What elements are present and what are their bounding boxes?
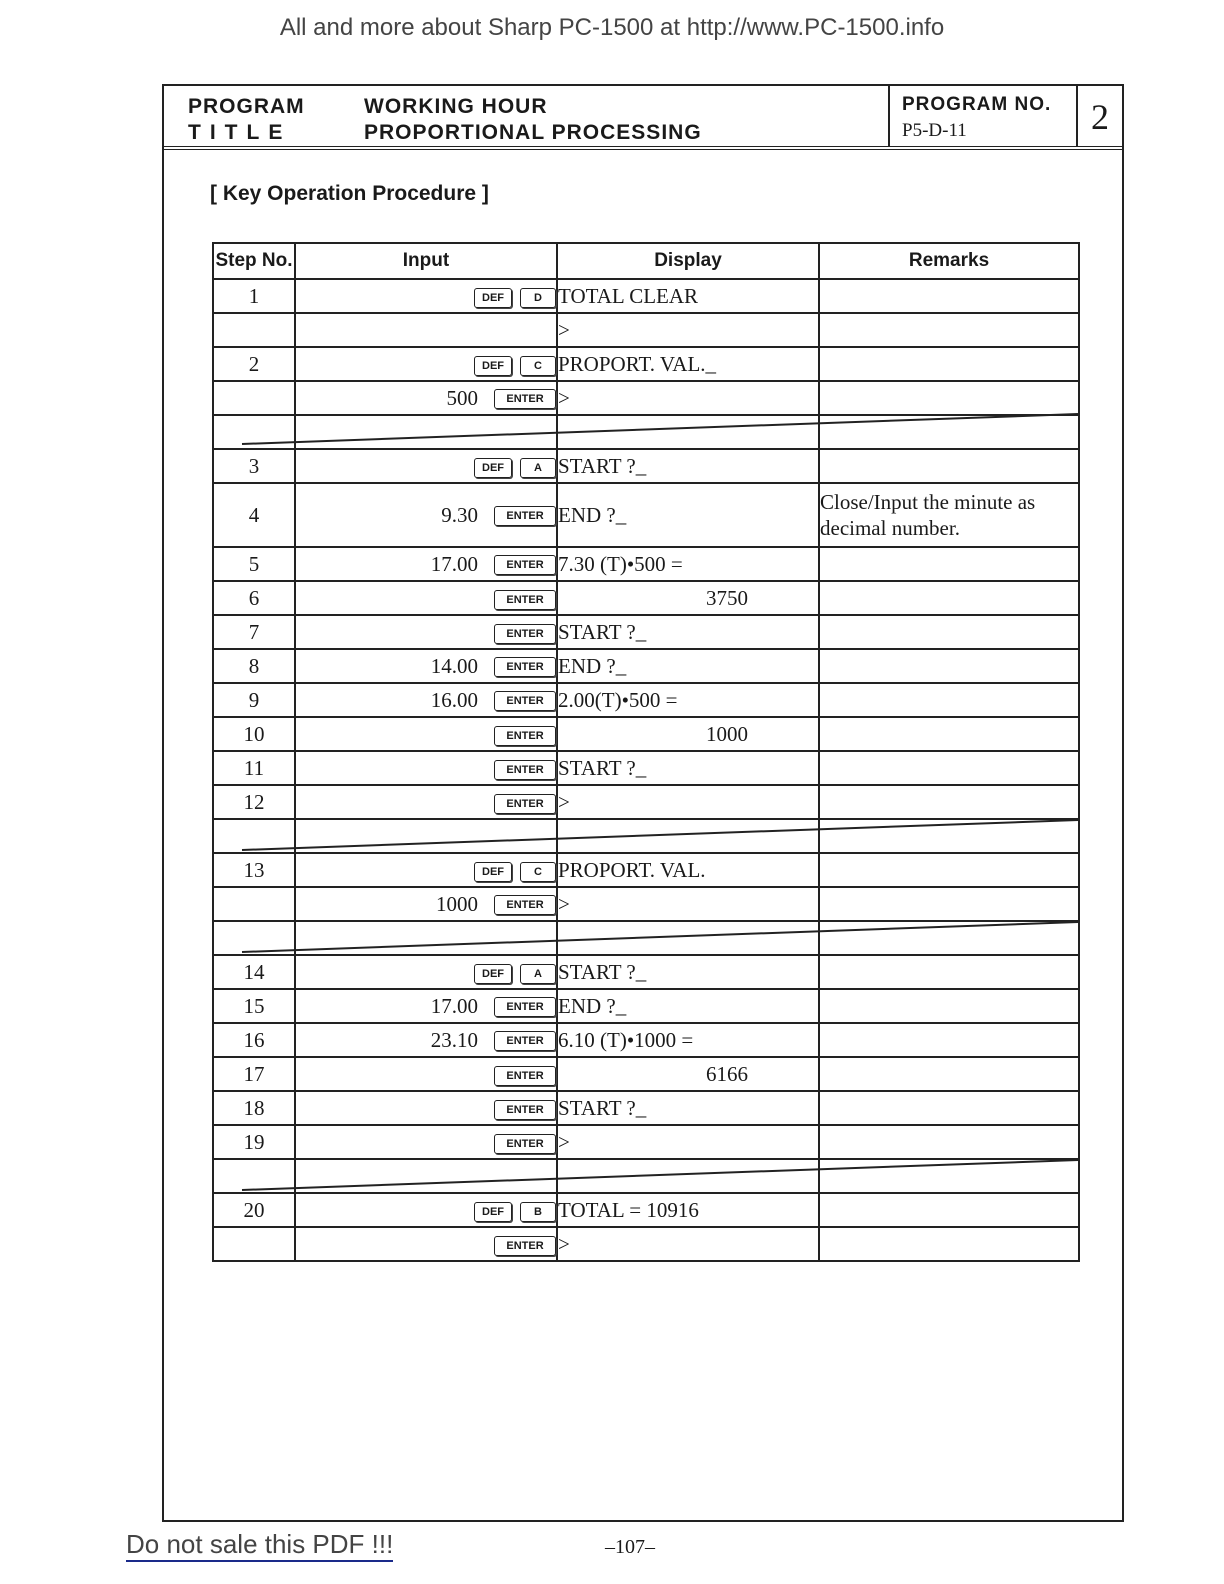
page-number: –107–: [605, 1536, 655, 1558]
enter-key: ENTER: [494, 1236, 556, 1256]
table-row: [213, 1227, 1079, 1261]
def-key: DEF: [474, 288, 512, 308]
header-step: Step No.: [213, 243, 295, 279]
remarks-cell: [819, 1023, 1079, 1057]
input-cell: [295, 717, 557, 751]
step-cell: 14: [213, 955, 295, 989]
program-title: [364, 94, 702, 146]
step-cell: 16: [213, 1023, 295, 1057]
table-row: [213, 313, 1079, 347]
input-cell: [295, 483, 557, 547]
display-cell: PROPORT. VAL._: [557, 347, 819, 381]
display-cell: >: [557, 381, 819, 415]
page-index: 2: [1091, 97, 1109, 137]
title-divider: [888, 86, 890, 146]
enter-key: ENTER: [494, 997, 556, 1017]
display-cell: START ?_: [557, 1091, 819, 1125]
input-value: 17.00: [430, 552, 478, 577]
separator-row: [213, 1159, 1079, 1193]
step-cell: 20: [213, 1193, 295, 1227]
enter-key: ENTER: [494, 590, 556, 610]
table-row: [213, 649, 1079, 683]
table-row: [213, 381, 1079, 415]
table-row: [213, 279, 1079, 313]
table-row: [213, 853, 1079, 887]
display-cell: 2.00(T)•500 =: [557, 683, 819, 717]
step-cell: 3: [213, 449, 295, 483]
enter-key: ENTER: [494, 624, 556, 644]
input-cell: [295, 1193, 557, 1227]
step-cell: 19: [213, 1125, 295, 1159]
display-cell: >: [557, 887, 819, 921]
input-cell: [295, 313, 557, 347]
input-cell: [295, 683, 557, 717]
table-row: [213, 887, 1079, 921]
remarks-cell: [819, 955, 1079, 989]
document-frame: [162, 84, 1124, 1522]
enter-key: ENTER: [494, 555, 556, 575]
display-cell: 1000: [557, 717, 819, 751]
step-cell: [213, 313, 295, 347]
input-cell: [295, 751, 557, 785]
display-cell: >: [557, 1125, 819, 1159]
display-cell: END ?_: [557, 989, 819, 1023]
enter-key: ENTER: [494, 794, 556, 814]
display-cell: TOTAL = 10916: [557, 1193, 819, 1227]
input-cell: [295, 1057, 557, 1091]
input-cell: [295, 615, 557, 649]
enter-key: ENTER: [494, 1066, 556, 1086]
enter-key: ENTER: [494, 1134, 556, 1154]
input-cell: [295, 853, 557, 887]
step-cell: 5: [213, 547, 295, 581]
remarks-cell: [819, 1193, 1079, 1227]
input-cell: [295, 785, 557, 819]
remarks-cell: [819, 1091, 1079, 1125]
step-cell: 17: [213, 1057, 295, 1091]
c-key: C: [520, 356, 556, 376]
table-row: [213, 347, 1079, 381]
remarks-cell: [819, 683, 1079, 717]
program-no-label: PROGRAM NO.: [902, 94, 1052, 115]
step-cell: 1: [213, 279, 295, 313]
header-input: Input: [295, 243, 557, 279]
program-title-label: [188, 94, 305, 146]
enter-key: ENTER: [494, 1031, 556, 1051]
table-row: [213, 483, 1079, 547]
input-value: 17.00: [430, 994, 478, 1019]
key-operation-table: [212, 242, 1080, 1262]
title-label: TITLE: [188, 121, 292, 144]
enter-key: ENTER: [494, 506, 556, 526]
a-key: A: [520, 458, 556, 478]
remarks-cell: [819, 717, 1079, 751]
def-key: DEF: [474, 964, 512, 984]
remarks-cell: [819, 751, 1079, 785]
program-label: PROGRAM: [188, 95, 305, 118]
remarks-cell: [819, 887, 1079, 921]
step-cell: 2: [213, 347, 295, 381]
remarks-cell: [819, 853, 1079, 887]
display-cell: 6.10 (T)•1000 =: [557, 1023, 819, 1057]
remarks-cell: [819, 313, 1079, 347]
title-block: [164, 86, 1122, 150]
table-row: [213, 547, 1079, 581]
display-cell: PROPORT. VAL.: [557, 853, 819, 887]
separator-row: [213, 819, 1079, 853]
step-cell: 11: [213, 751, 295, 785]
input-value: 23.10: [430, 1028, 478, 1053]
table-row: [213, 615, 1079, 649]
step-cell: 15: [213, 989, 295, 1023]
step-cell: 7: [213, 615, 295, 649]
remarks-cell: [819, 615, 1079, 649]
input-cell: [295, 449, 557, 483]
display-cell: TOTAL CLEAR: [557, 279, 819, 313]
input-cell: [295, 1227, 557, 1261]
program-title-line1: WORKING HOUR: [364, 95, 548, 118]
table-row: [213, 989, 1079, 1023]
step-cell: 13: [213, 853, 295, 887]
table-row: [213, 449, 1079, 483]
display-cell: START ?_: [557, 955, 819, 989]
display-cell: START ?_: [557, 751, 819, 785]
def-key: DEF: [474, 862, 512, 882]
input-cell: [295, 649, 557, 683]
input-cell: [295, 1091, 557, 1125]
enter-key: ENTER: [494, 895, 556, 915]
display-cell: >: [557, 313, 819, 347]
remarks-cell: [819, 785, 1079, 819]
footer-warning[interactable]: Do not sale this PDF !!!: [126, 1528, 393, 1562]
display-cell: END ?_: [557, 649, 819, 683]
remarks-cell: [819, 547, 1079, 581]
remarks-cell: [819, 347, 1079, 381]
input-cell: [295, 381, 557, 415]
def-key: DEF: [474, 458, 512, 478]
display-cell: >: [557, 785, 819, 819]
input-value: 14.00: [430, 654, 478, 679]
display-cell: START ?_: [557, 449, 819, 483]
table-row: [213, 1091, 1079, 1125]
remarks-cell: Close/Input the minute as decimal number.: [819, 483, 1079, 547]
step-cell: 10: [213, 717, 295, 751]
input-cell: [295, 955, 557, 989]
remarks-cell: [819, 1125, 1079, 1159]
display-cell: 6166: [557, 1057, 819, 1091]
remarks-cell: [819, 1057, 1079, 1091]
remarks-cell: [819, 649, 1079, 683]
table-row: [213, 751, 1079, 785]
input-value: 9.30: [441, 503, 478, 528]
step-cell: 8: [213, 649, 295, 683]
display-cell: 7.30 (T)•500 =: [557, 547, 819, 581]
input-cell: [295, 989, 557, 1023]
remarks-cell: [819, 1227, 1079, 1261]
table-row: [213, 683, 1079, 717]
display-cell: >: [557, 1227, 819, 1261]
step-cell: [213, 1227, 295, 1261]
table-row: [213, 1057, 1079, 1091]
def-key: DEF: [474, 1202, 512, 1222]
enter-key: ENTER: [494, 389, 556, 409]
step-cell: 4: [213, 483, 295, 547]
enter-key: ENTER: [494, 691, 556, 711]
remarks-cell: [819, 581, 1079, 615]
remarks-cell: [819, 989, 1079, 1023]
table-header-row: [213, 243, 1079, 279]
enter-key: ENTER: [494, 726, 556, 746]
b-key: B: [520, 1202, 556, 1222]
display-cell: END ?_: [557, 483, 819, 547]
input-cell: [295, 547, 557, 581]
site-header: All and more about Sharp PC-1500 at http://www.PC-1500.info: [279, 14, 945, 41]
remarks-cell: [819, 381, 1079, 415]
input-cell: [295, 1023, 557, 1057]
table-row: [213, 1193, 1079, 1227]
remarks-cell: [819, 449, 1079, 483]
enter-key: ENTER: [494, 657, 556, 677]
section-title: [ Key Operation Procedure ]: [210, 182, 489, 205]
step-cell: 12: [213, 785, 295, 819]
def-key: DEF: [474, 356, 512, 376]
input-cell: [295, 1125, 557, 1159]
input-value: 500: [446, 386, 478, 411]
c-key: C: [520, 862, 556, 882]
enter-key: ENTER: [494, 1100, 556, 1120]
a-key: A: [520, 964, 556, 984]
table-row: [213, 717, 1079, 751]
d-key: D: [520, 288, 556, 308]
display-cell: 3750: [557, 581, 819, 615]
input-cell: [295, 279, 557, 313]
table-row: [213, 1125, 1079, 1159]
table-row: [213, 581, 1079, 615]
separator-row: [213, 921, 1079, 955]
remarks-cell: [819, 279, 1079, 313]
step-cell: 9: [213, 683, 295, 717]
table-row: [213, 1023, 1079, 1057]
header-remarks: Remarks: [819, 243, 1079, 279]
display-cell: START ?_: [557, 615, 819, 649]
separator-row: [213, 415, 1079, 449]
program-title-line2: PROPORTIONAL PROCESSING: [364, 121, 702, 144]
table-row: [213, 785, 1079, 819]
input-value: 16.00: [430, 688, 478, 713]
header-display: Display: [557, 243, 819, 279]
input-value: 1000: [436, 892, 478, 917]
step-cell: 18: [213, 1091, 295, 1125]
step-cell: [213, 381, 295, 415]
enter-key: ENTER: [494, 760, 556, 780]
table-row: [213, 955, 1079, 989]
program-no-value: P5-D-11: [902, 120, 967, 141]
input-cell: [295, 887, 557, 921]
input-cell: [295, 581, 557, 615]
step-cell: [213, 887, 295, 921]
input-cell: [295, 347, 557, 381]
step-cell: 6: [213, 581, 295, 615]
